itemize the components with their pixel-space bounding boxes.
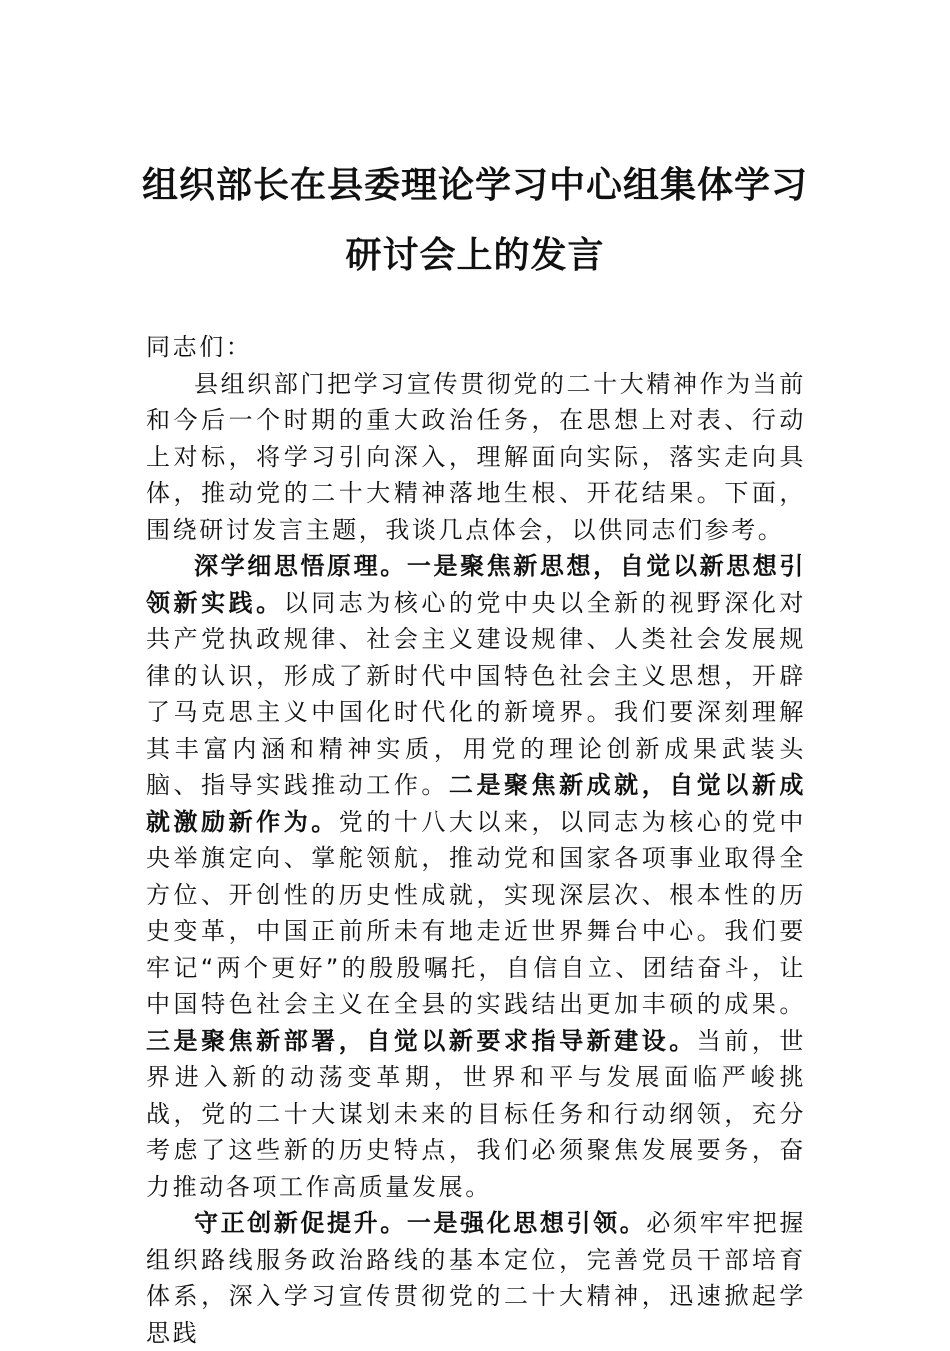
section-1-paragraph: [146, 548, 806, 1205]
section-1-point-2-heading: 二是聚焦新成就，自觉以新成就激励新作为。: [146, 771, 806, 836]
section-1-point-2-text: 党的十八大以来，以同志为核心的党中央举旗定向、掌舵领航，推动党和国家各项事业取得全方位、开创性的历史性成就，实现深层次、根本性的历史变革，中国正前所未有地走近世界舞台中心。我们要牢记“两个更好”的殷殷嘱托，自信自立、团结奋斗，让中国特色社会主义在全县的实践结出更加丰硕的成果。: [146, 807, 807, 1018]
section-2-point-1-text: 必须牢牢把握组织路线服务政治路线的基本定位，完善党员干部培育体系，深入学习宣传贯彻党的二十大精神，迅速掀起学思践: [146, 1209, 806, 1347]
section-2-paragraph: [146, 1205, 806, 1351]
intro-paragraph: 县组织部门把学习宣传贯彻党的二十大精神作为当前和今后一个时期的重大政治任务，在思想上对表、行动上对标，将学习引向深入，理解面向实际，落实走向具体，推动党的二十大精神落地生根、开花结果。下面，围绕研讨发言主题，我谈几点体会，以供同志们参考。: [146, 369, 806, 544]
salutation: 同志们：: [146, 333, 253, 361]
document-title-line-2: 研讨会上的发言: [345, 234, 605, 276]
section-1-point-1-text: 以同志为核心的党中央以全新的视野深化对共产党执政规律、社会主义建设规律、人类社会发展规律的认识，形成了新时代中国特色社会主义思想，开辟了马克思主义中国化时代化的新境界。我们要深刻理解其丰富内涵和精神实质，用党的理论创新成果武装头脑、指导实践推动工作。: [146, 588, 807, 799]
section-1-point-1-heading: 一是聚焦新思想，自觉以新思想引领新实践。: [146, 552, 806, 617]
section-2-point-1-heading: 一是强化思想引领。: [406, 1209, 647, 1237]
section-1-point-3-text: 当前，世界进入新的动荡变革期，世界和平与发展面临严峻挑战，党的二十大谋划未来的目标任务和行动纲领，充分考虑了这些新的历史特点，我们必须聚焦发展要务，奋力推动各项工作高质量发展。: [146, 1026, 806, 1201]
document-title-line-1: 组织部长在县委理论学习中心组集体学习: [141, 164, 808, 206]
document-body: [146, 329, 806, 1351]
section-2-heading: 守正创新促提升。: [194, 1209, 407, 1237]
section-1-point-3-heading: 三是聚焦新部署，自觉以新要求指导新建设。: [146, 1026, 697, 1055]
section-1-heading: 深学细思悟原理。: [194, 552, 407, 580]
